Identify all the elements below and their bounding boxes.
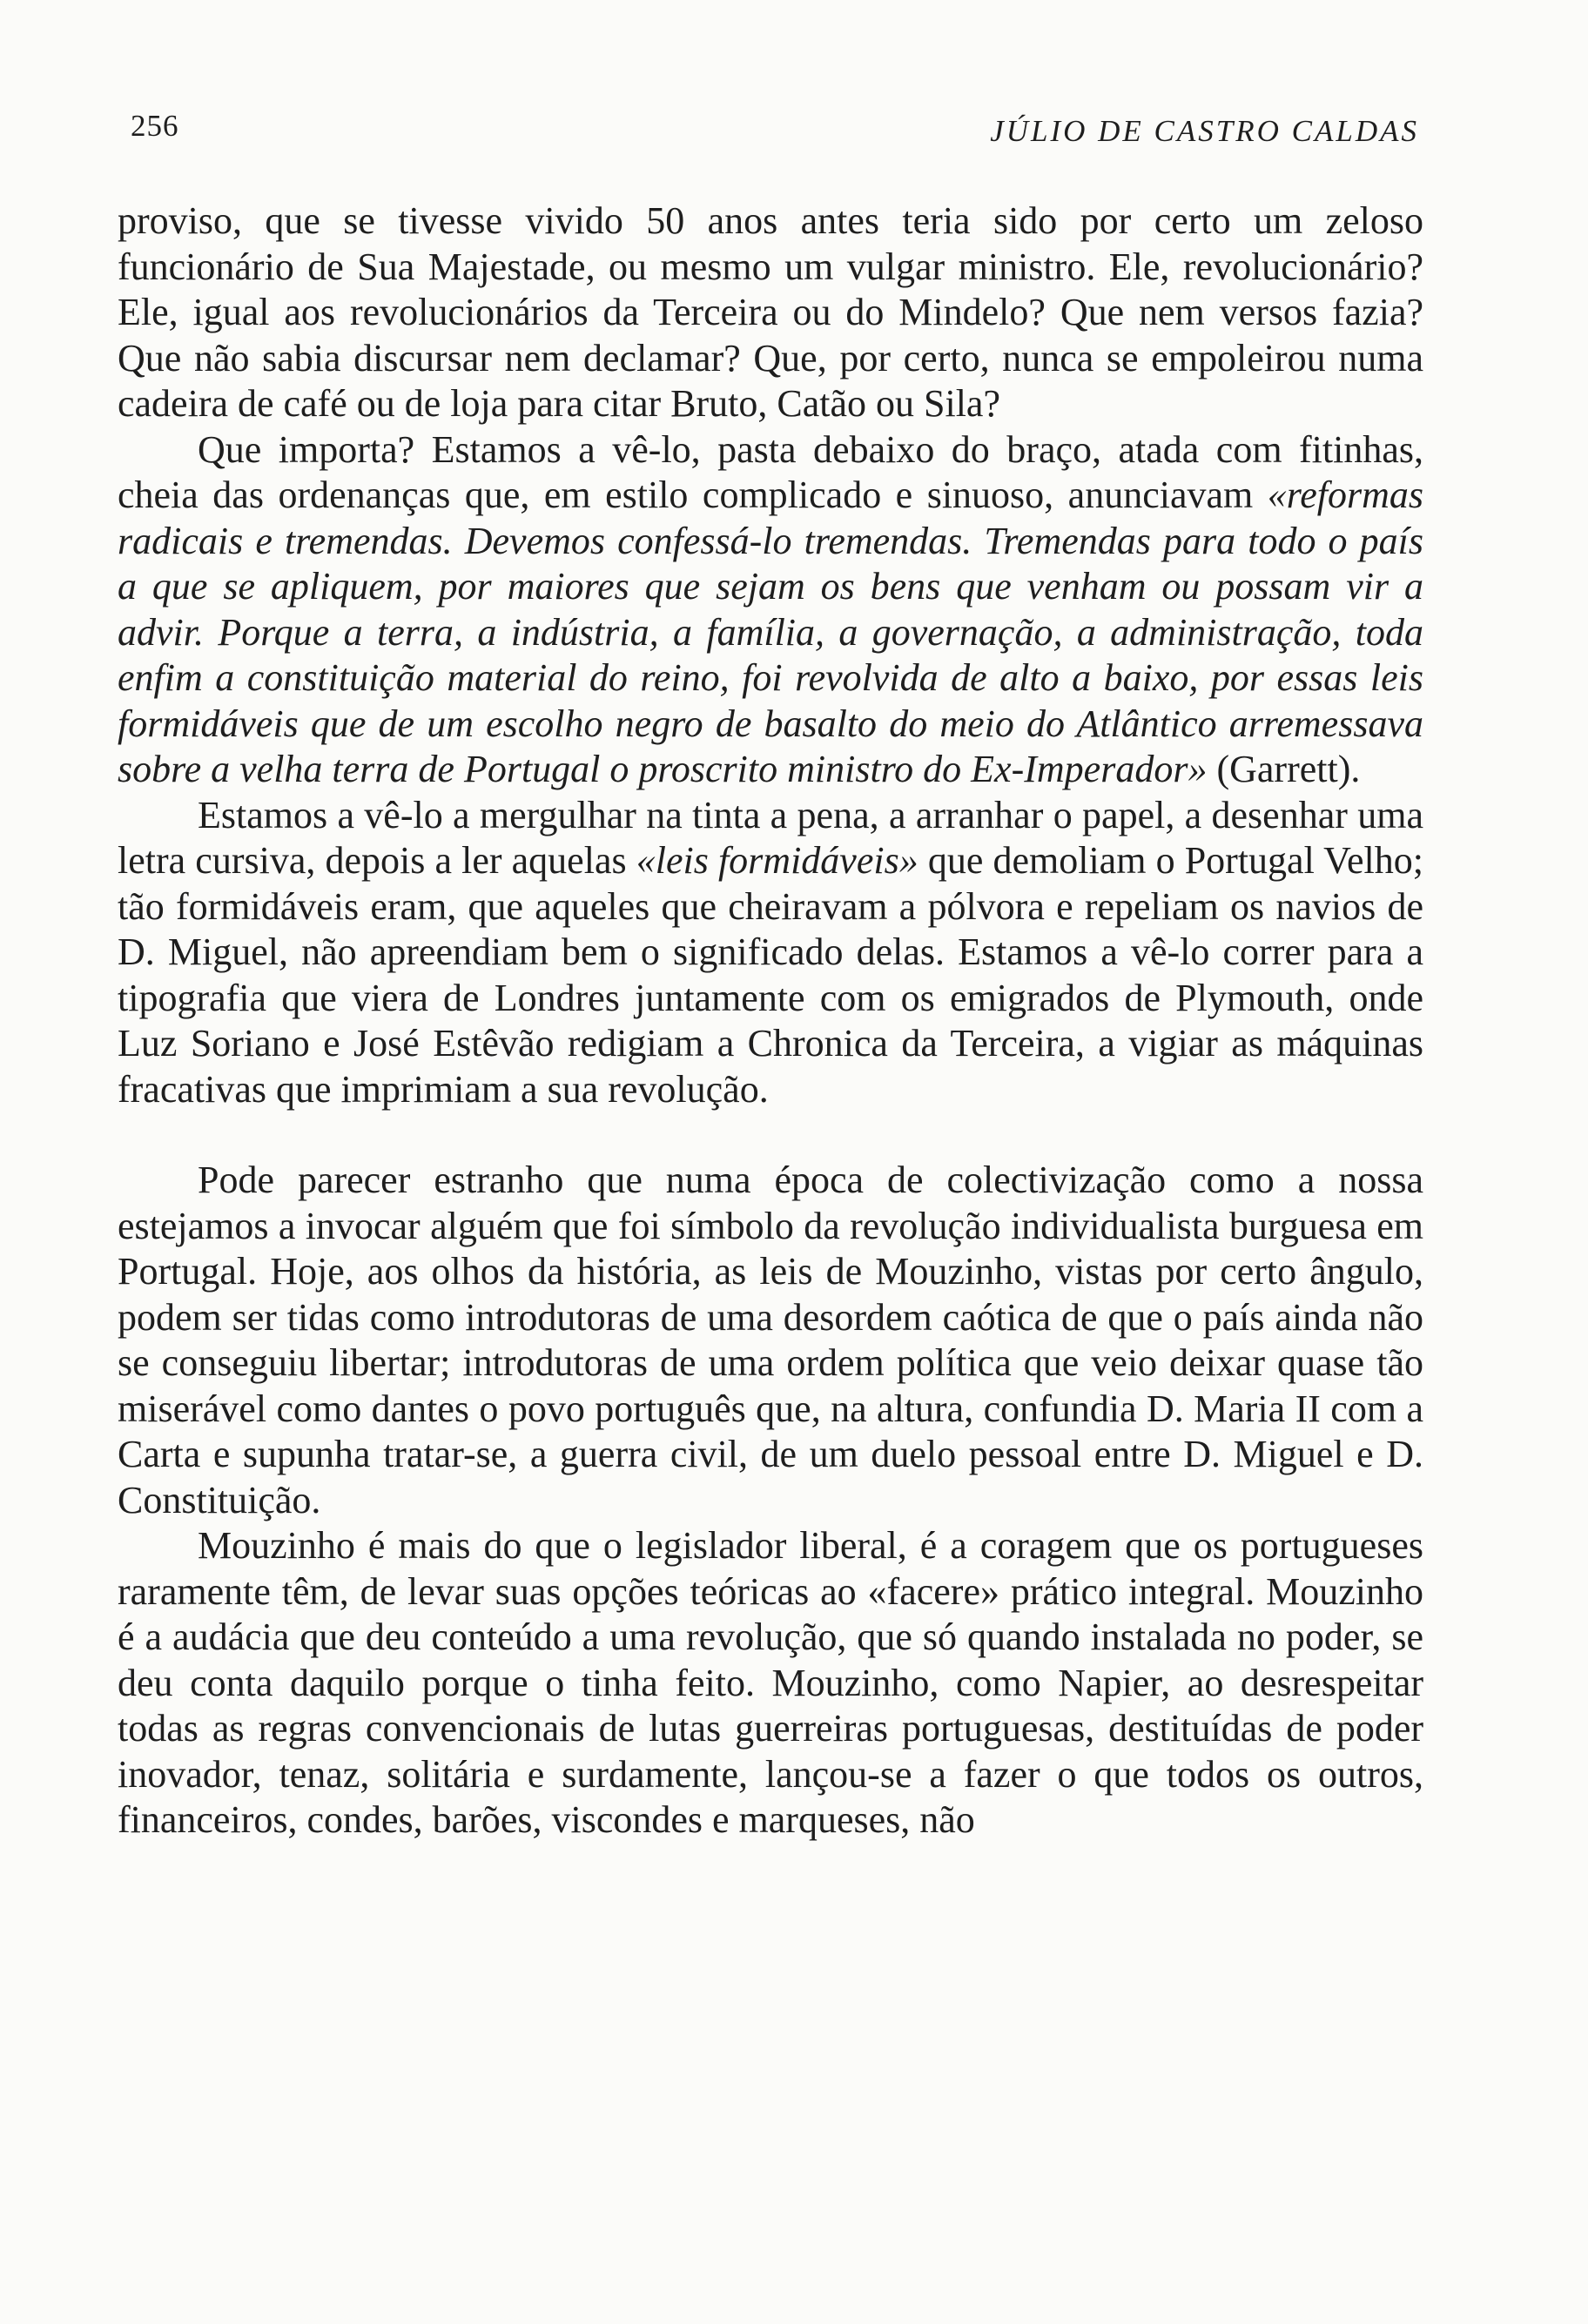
paragraph [118, 1158, 1423, 1523]
text-run: Que importa? Estamos a vê-lo, pasta debaixo do braço, atada com fitinhas, cheia das ordenanças que, em estilo complicado e sinuoso, anunciavam [118, 427, 1423, 516]
body-text [118, 198, 1423, 1844]
paragraph [118, 1523, 1423, 1844]
page-header [131, 109, 1419, 161]
quotation-italic: «leis formidáveis» [636, 839, 918, 882]
text-run: Estamos a vê-lo a mergulhar na tinta a pena, a arranhar o papel, a desenhar uma letra cursiva, depois a ler aquelas [118, 793, 1423, 882]
text-run: Pode parecer estranho que numa época de colectivização como a nossa estejamos a invocar alguém que foi símbolo da revolução individualista burguesa em Portugal. Hoje, aos olhos da história, as leis de Mouzinho, vistas por certo ângulo, podem ser tidas como introdutoras de uma desordem caótica de que o país ainda não se conseguiu libertar; introdutoras de uma ordem política que veio deixar quase tão miserável como dantes o povo português que, na altura, confundia D. Maria II com a Carta e supunha tratar-se, a guerra civil, de um duelo pessoal entre D. Miguel e D. Constituição. [118, 1159, 1423, 1521]
text-run: (Garrett). [1207, 748, 1361, 790]
paragraph [118, 793, 1423, 1113]
quotation-italic: «reformas radicais e tremendas. Devemos confessá-lo tremendas. Tremendas para todo o país a que se apliquem, por maiores que sejam os bens que venham ou possam vir a advir. Porque a terra, a indústria, a família, a governação, a administração, toda enfim a constituição material do reino, foi revolvida de alto a baixo, por essas leis formidáveis que de um escolho negro de basalto do meio do Atlântico arremessava sobre a velha terra de Portugal o proscrito ministro do Ex-Imperador» [118, 474, 1423, 790]
page-number: 256 [131, 109, 179, 143]
text-run: Mouzinho é mais do que o legislador liberal, é a coragem que os portugueses raramente têm, de levar suas opções teóricas ao «facere» prático integral. Mouzinho é a audácia que deu conteúdo a uma revolução, que só quando instalada no poder, se deu conta daquilo porque o tinha feito. Mouzinho, como Napier, ao desrespeitar todas as regras convencionais de lutas guerreiras portuguesas, destituídas de poder inovador, tenaz, solitária e surdamente, lançou-se a fazer o que todos os outros, financeiros, condes, barões, viscondes e marqueses, não [118, 1524, 1423, 1841]
running-head: JÚLIO DE CASTRO CALDAS [990, 114, 1419, 148]
text-run: que demoliam o Portugal Velho; tão formidáveis eram, que aqueles que cheiravam a pólvora e repeliam os navios de D. Miguel, não apreendiam bem o significado delas. Estamos a vê-lo correr para a tipografia que viera de Londres juntamente com os emigrados de Plymouth, onde Luz Soriano e José Estêvão redigiam a Chronica da Terceira, a vigiar as máquinas fracativas que imprimiam a sua revolução. [118, 839, 1423, 1111]
text-run: proviso, que se tivesse vivido 50 anos antes teria sido por certo um zeloso funcionário de Sua Majestade, ou mesmo um vulgar ministro. Ele, revolucionário? Ele, igual aos revolucionários da Terceira ou do Mindelo? Que nem versos fazia? Que não sabia discursar nem declamar? Que, por certo, nunca se empoleirou numa cadeira de café ou de loja para citar Bruto, Catão ou Sila? [118, 199, 1423, 425]
paragraph [118, 198, 1423, 427]
paragraph [118, 427, 1423, 793]
